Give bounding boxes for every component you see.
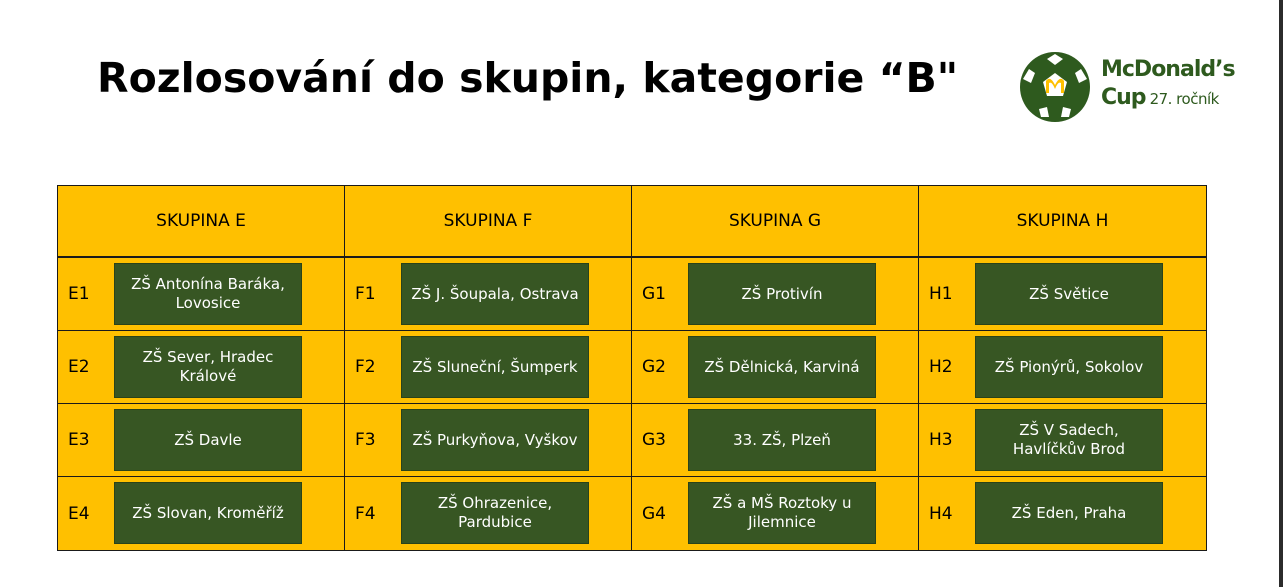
row-code: G1 bbox=[642, 284, 666, 304]
row-code: E4 bbox=[68, 503, 90, 524]
group-header-f: SKUPINA F bbox=[345, 186, 632, 258]
group-header-g: SKUPINA G bbox=[632, 186, 919, 258]
row-code: F3 bbox=[355, 430, 376, 450]
row-code: F4 bbox=[355, 503, 376, 524]
table-cell bbox=[345, 477, 632, 550]
table-cell bbox=[58, 477, 345, 550]
team-box: ZŠ Sluneční, Šumperk bbox=[401, 336, 589, 398]
team-box: ZŠ Světice bbox=[975, 263, 1163, 325]
team-box: ZŠ Purkyňova, Vyškov bbox=[401, 409, 589, 471]
row-code: E3 bbox=[68, 430, 90, 450]
team-box: ZŠ Dělnická, Karviná bbox=[688, 336, 876, 398]
team-box: ZŠ Antonína Baráka, Lovosice bbox=[114, 263, 302, 325]
team-box: ZŠ V Sadech, Havlíčkův Brod bbox=[975, 409, 1163, 471]
table-cell bbox=[919, 331, 1206, 404]
row-code: H3 bbox=[929, 430, 953, 450]
team-box: 33. ZŠ, Plzeň bbox=[688, 409, 876, 471]
row-code: H1 bbox=[929, 284, 953, 304]
table-cell bbox=[58, 331, 345, 404]
table-cell bbox=[632, 258, 919, 331]
groups-table bbox=[57, 185, 1207, 551]
logo-cup: Cup bbox=[1101, 85, 1146, 110]
table-cell bbox=[919, 404, 1206, 477]
row-code: F1 bbox=[355, 284, 376, 304]
table-cell bbox=[632, 477, 919, 550]
team-box: ZŠ Slovan, Kroměříž bbox=[114, 482, 302, 544]
table-cell bbox=[345, 404, 632, 477]
group-header-h: SKUPINA H bbox=[919, 186, 1206, 258]
logo-edition: 27. ročník bbox=[1149, 90, 1219, 108]
team-box: ZŠ Pionýrů, Sokolov bbox=[975, 336, 1163, 398]
table-cell bbox=[58, 258, 345, 331]
soccer-ball-icon bbox=[1019, 51, 1091, 123]
team-box: ZŠ Eden, Praha bbox=[975, 482, 1163, 544]
row-code: G2 bbox=[642, 357, 666, 377]
table-cell bbox=[58, 404, 345, 477]
table-cell bbox=[345, 258, 632, 331]
row-code: H2 bbox=[929, 357, 953, 377]
row-code: F2 bbox=[355, 357, 376, 377]
group-header-e: SKUPINA E bbox=[58, 186, 345, 258]
team-box: ZŠ Ohrazenice, Pardubice bbox=[401, 482, 589, 544]
table-cell bbox=[345, 331, 632, 404]
row-code: G3 bbox=[642, 430, 666, 450]
table-cell bbox=[632, 404, 919, 477]
logo-brand: McDonald’s bbox=[1101, 57, 1235, 82]
team-box: ZŠ J. Šoupala, Ostrava bbox=[401, 263, 589, 325]
window-edge bbox=[1279, 0, 1283, 587]
team-box: ZŠ a MŠ Roztoky u Jilemnice bbox=[688, 482, 876, 544]
row-code: E1 bbox=[68, 284, 90, 304]
team-box: ZŠ Sever, Hradec Králové bbox=[114, 336, 302, 398]
team-box: ZŠ Davle bbox=[114, 409, 302, 471]
page-title: Rozlosování do skupin, kategorie “B" bbox=[97, 54, 959, 102]
row-code: H4 bbox=[929, 503, 953, 524]
table-cell bbox=[919, 258, 1206, 331]
team-box: ZŠ Protivín bbox=[688, 263, 876, 325]
mcdonalds-cup-logo bbox=[1019, 51, 1235, 125]
logo-cup-line bbox=[1101, 85, 1219, 110]
table-cell bbox=[632, 331, 919, 404]
table-cell bbox=[919, 477, 1206, 550]
row-code: G4 bbox=[642, 503, 666, 524]
row-code: E2 bbox=[68, 357, 90, 377]
